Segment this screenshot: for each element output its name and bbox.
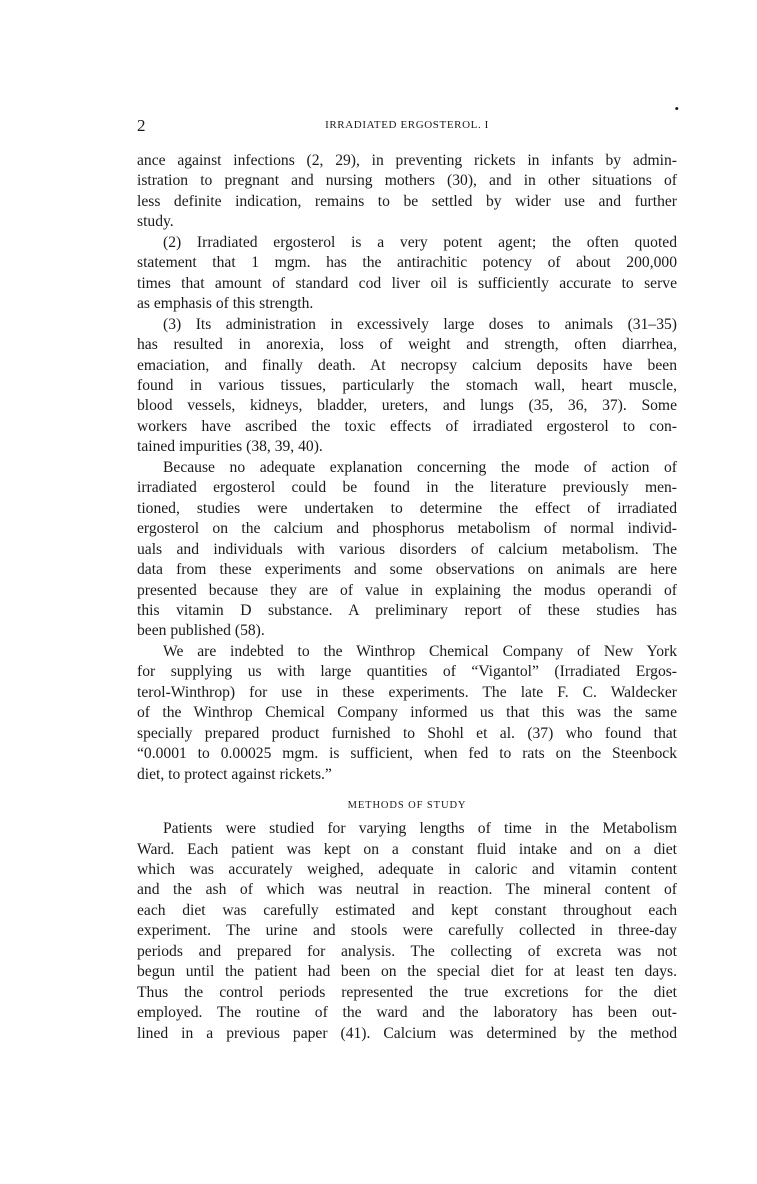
text-line: statement that 1 mgm. has the antirachitic potency of about 200,000 [137,254,677,272]
text-line: for supplying us with large quantities of “Vigantol” (Irradiated Ergos- [137,663,677,681]
paragraph [137,315,677,458]
text-line: less definite indication, remains to be settled by wider use and further [137,192,677,210]
text-line: diet, to protect against rickets.” [137,765,332,783]
text-line: which was accurately weighed, adequate in caloric and vitamin content [137,860,677,878]
text-line: istration to pregnant and nursing mothers (30), and in other situations of [137,172,677,190]
text-line: workers have ascribed the toxic effects of irradiated ergosterol to con- [137,417,677,435]
page-number: 2 [137,116,146,135]
text-line: each diet was carefully estimated and kept constant throughout each [137,901,677,919]
text-line: study. [137,213,174,231]
text-line: times that amount of standard cod liver oil is sufficiently accurate to serve [137,274,677,292]
text-line: employed. The routine of the ward and the laboratory has been out- [137,1004,677,1022]
text-line: ergosterol on the calcium and phosphorus metabolism of normal individ- [137,520,677,538]
text-line: blood vessels, kidneys, bladder, ureters, and lungs (35, 36, 37). Some [137,397,677,415]
text-line: Because no adequate explanation concerning the mode of action of [163,458,677,476]
text-line: Ward. Each patient was kept on a constant fluid intake and on a diet [137,840,677,858]
methods-section [137,819,677,1044]
body-text [137,151,677,1044]
text-line: this vitamin D substance. A preliminary report of these studies has [137,601,677,619]
text-line: has resulted in anorexia, loss of weight and strength, often diarrhea, [137,336,677,354]
text-line: tioned, studies were undertaken to determine the effect of irradiated [137,499,677,517]
text-line: Patients were studied for varying lengths of time in the Metabolism [163,820,677,838]
paragraph [137,819,677,1044]
text-line: presented because they are of value in explaining the modus operandi of [137,581,677,599]
text-line: ance against infections (2, 29), in preventing rickets in infants by admin- [137,152,677,169]
paragraph [137,458,677,642]
paragraph [137,151,677,233]
text-line: tained impurities (38, 39, 40). [137,438,323,456]
page-header [137,101,679,136]
stray-mark: • [674,101,679,116]
text-line: as emphasis of this strength. [137,295,314,313]
paragraph [137,233,677,315]
paragraph [137,642,677,785]
text-line: and the ash of which was neutral in reaction. The mineral content of [137,881,677,899]
text-line: irradiated ergosterol could be found in the literature previously men- [137,479,677,497]
section-heading: METHODS OF STUDY [347,800,467,812]
text-line: (3) Its administration in excessively large doses to animals (31–35) [163,315,677,333]
text-line: experiment. The urine and stools were carefully collected in three-day [137,922,677,940]
text-line: periods and prepared for analysis. The collecting of excreta was not [137,942,677,960]
text-line: lined in a previous paper (41). Calcium was determined by the method [137,1024,677,1042]
text-line: data from these experiments and some observations on animals are here [137,561,677,579]
text-line: of the Winthrop Chemical Company informed us that this was the same [137,704,677,722]
text-line: emaciation, and finally death. At necropsy calcium deposits have been [137,356,677,374]
text-line: uals and individuals with various disorders of calcium metabolism. The [137,540,677,558]
text-line: found in various tissues, particularly the stomach wall, heart muscle, [137,376,677,394]
text-line: “0.0001 to 0.00025 mgm. is sufficient, when fed to rats on the Steenbock [137,745,677,763]
text-line: specially prepared product furnished to Shohl et al. (37) who found that [137,724,677,742]
running-head: IRRADIATED ERGOSTEROL. I [325,119,489,131]
text-line: begun until the patient had been on the special diet for at least ten days. [137,963,677,981]
text-line: We are indebted to the Winthrop Chemical Company of New York [163,642,677,660]
intro-section [137,151,677,785]
text-line: (2) Irradiated ergosterol is a very potent agent; the often quoted [163,233,677,251]
text-line: Thus the control periods represented the true excretions for the diet [137,983,677,1001]
text-line: terol-Winthrop) for use in these experiments. The late F. C. Waldecker [137,683,677,701]
text-line: been published (58). [137,622,265,640]
